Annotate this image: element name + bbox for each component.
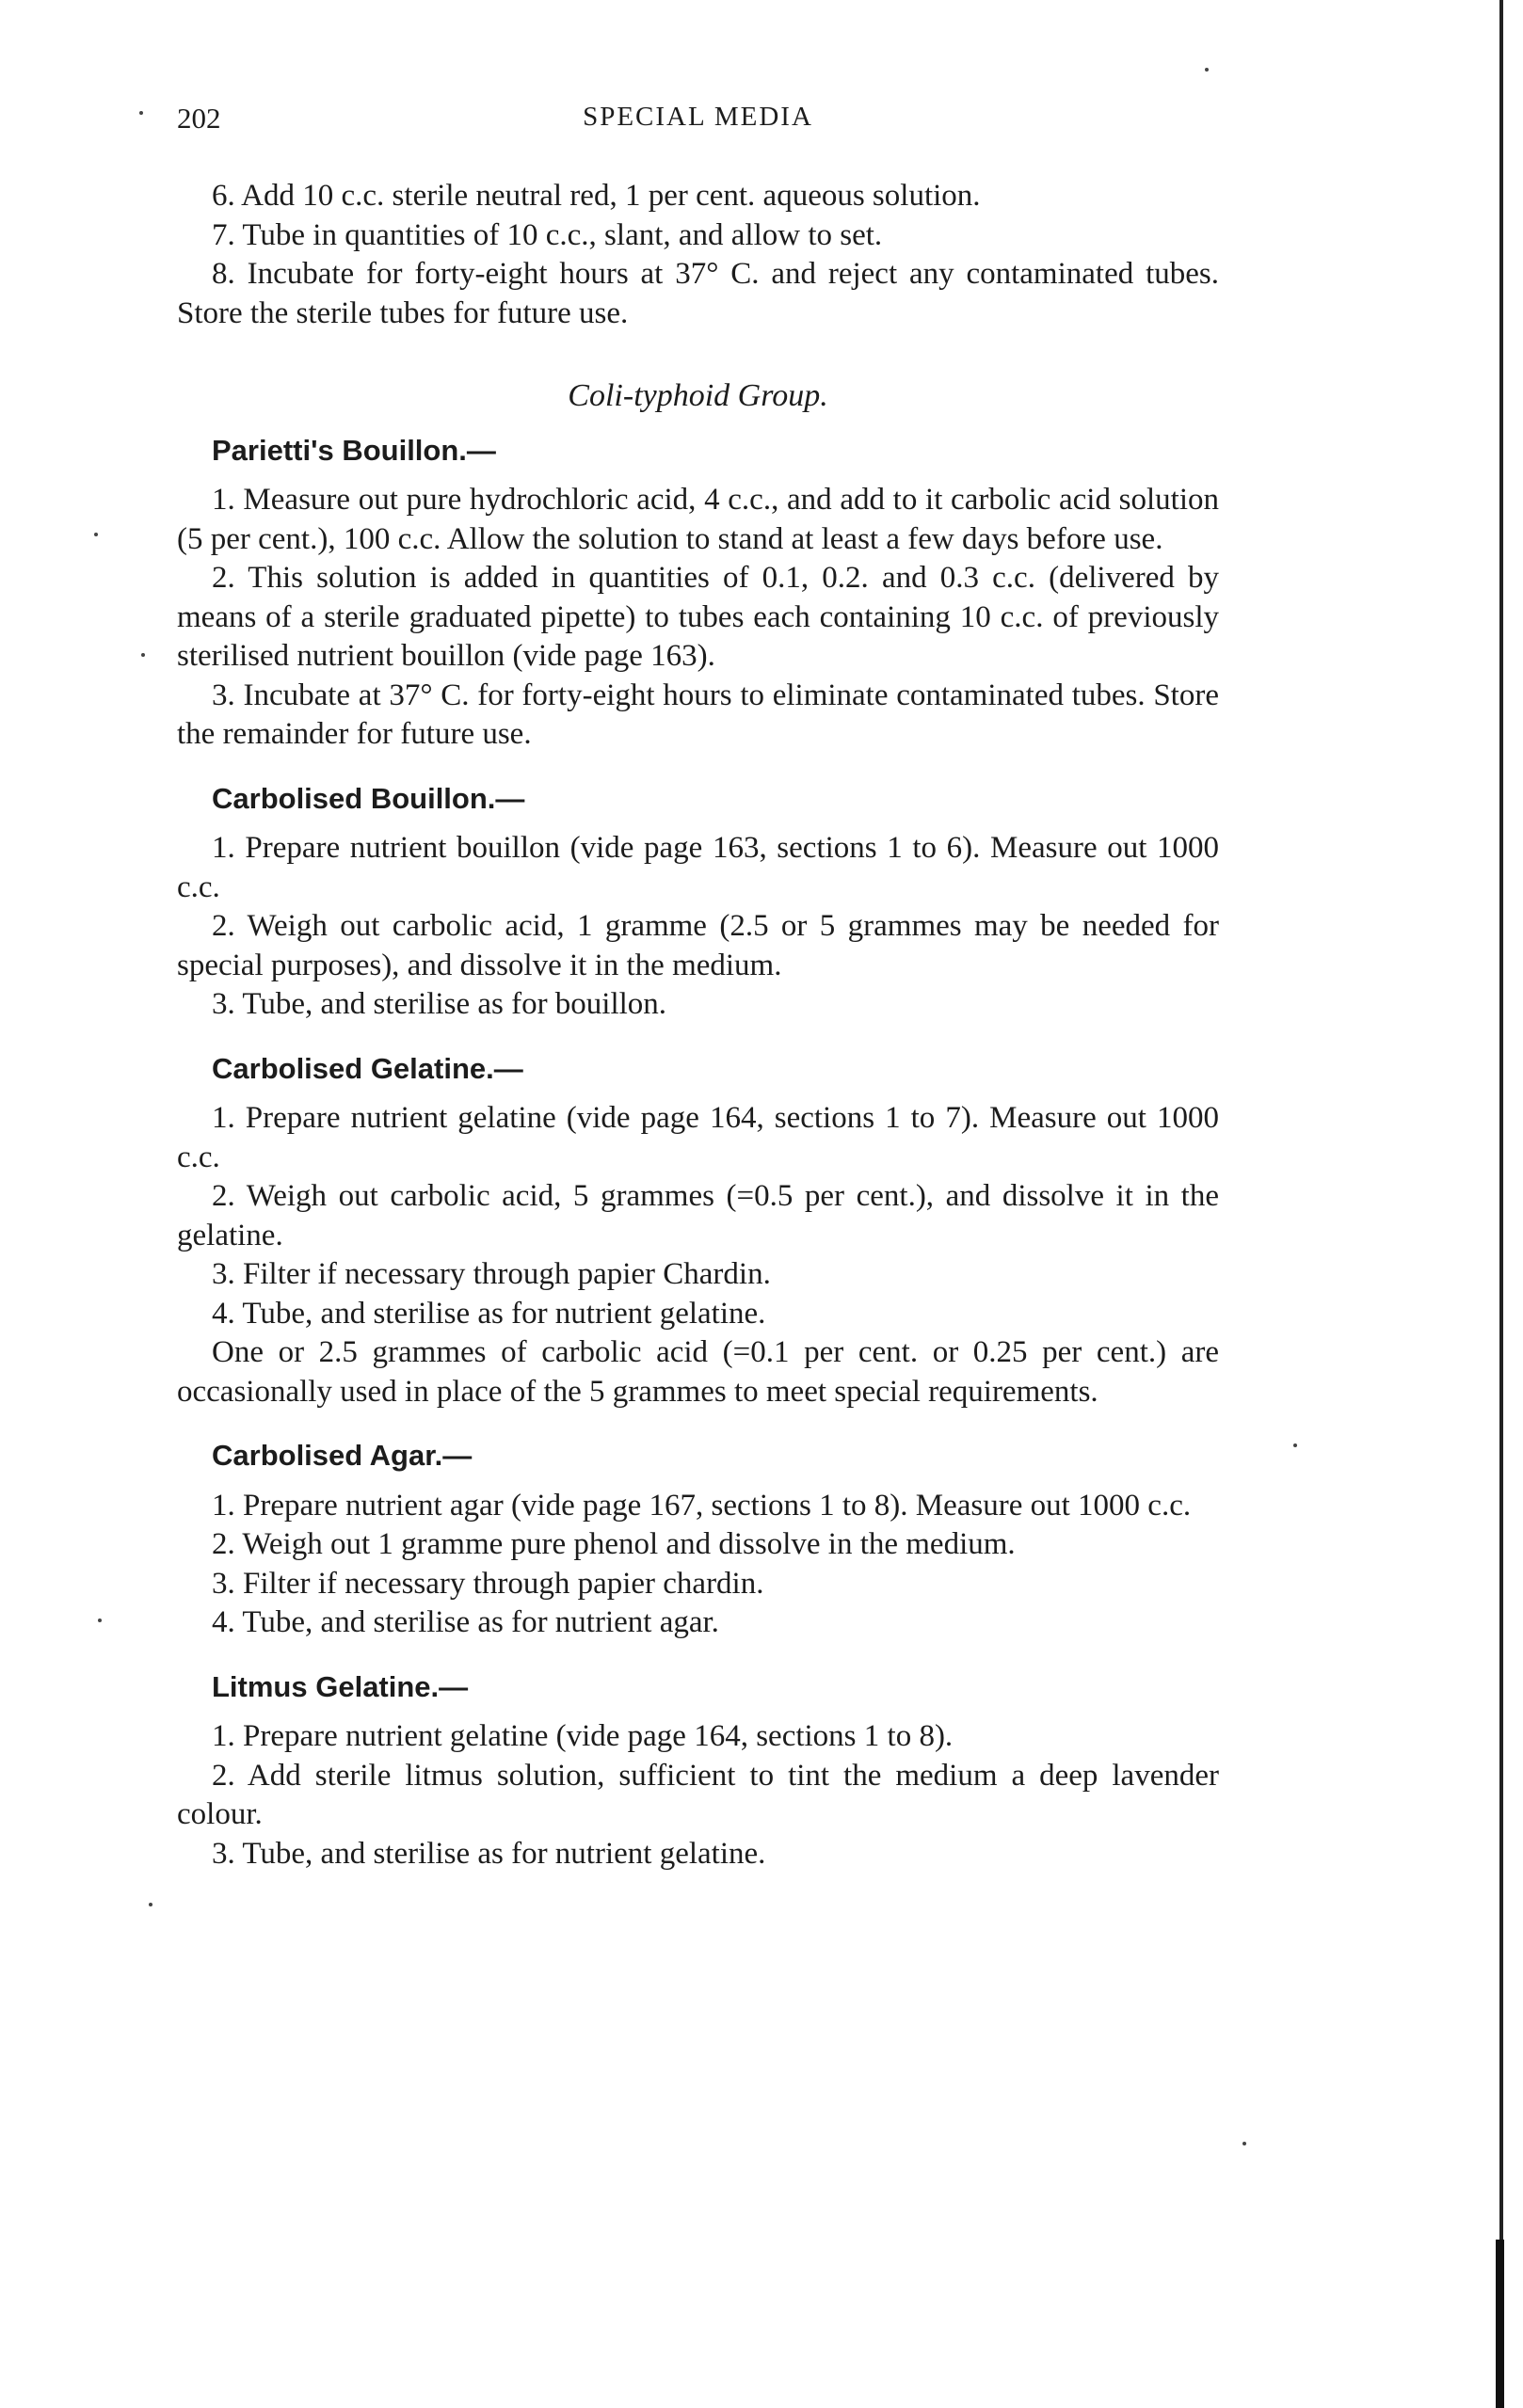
section-heading: Carbolised Bouillon.— — [212, 781, 525, 815]
section-heading: Litmus Gelatine.— — [212, 1669, 469, 1703]
speck — [1205, 68, 1209, 72]
section-carbolised-agar — [177, 1436, 1219, 1643]
section-step: 2. This solution is added in quantities of 0.1, 0.2. and 0.3 c.c. (delivered by means of a sterile graduated pipette) to tubes each containing 10 c.c. of previously sterilised nutrient bouillon (vide page 163). — [177, 561, 1219, 673]
section-step: 3. Tube, and sterilise as for nutrient gelatine. — [212, 1836, 766, 1871]
section-step: 3. Tube, and sterilise as for bouillon. — [212, 987, 667, 1021]
section-step: 4. Tube, and sterilise as for nutrient agar. — [212, 1605, 719, 1639]
speck — [149, 1903, 152, 1906]
intro-step: 8. Incubate for forty-eight hours at 37° C. and reject any contaminated tubes. Store the sterile tubes for future use. — [177, 257, 1219, 330]
speck — [1242, 2142, 1246, 2145]
speck — [94, 533, 98, 536]
section-step: 3. Filter if necessary through papier chardin. — [212, 1566, 764, 1601]
group-title: Coli-typhoid Group. — [568, 378, 828, 413]
page-header — [177, 102, 1219, 149]
section-step: 1. Prepare nutrient agar (vide page 167, sections 1 to 8). Measure out 1000 c.c. — [212, 1488, 1192, 1523]
section-step: 2. Weigh out carbolic acid, 1 gramme (2.5 or 5 grammes may be needed for special purposes), and dissolve it in the medium. — [177, 909, 1219, 982]
section-step: 3. Filter if necessary through papier Chardin. — [212, 1257, 771, 1291]
section-step: 4. Tube, and sterilise as for nutrient gelatine. — [212, 1296, 766, 1331]
section-step: 1. Prepare nutrient bouillon (vide page 163, sections 1 to 6). Measure out 1000 c.c. — [177, 831, 1219, 904]
intro-steps — [177, 177, 1219, 333]
section-carbolised-bouillon — [177, 779, 1219, 1025]
section-litmus-gelatine — [177, 1667, 1219, 1874]
speck — [1293, 1443, 1297, 1447]
speck — [139, 111, 143, 115]
page-edge-line — [1499, 0, 1503, 2408]
section-step: 2. Weigh out carbolic acid, 5 grammes (=0.5 per cent.), and dissolve it in the gelatine. — [177, 1179, 1219, 1252]
speck — [98, 1619, 102, 1622]
page-number: 202 — [177, 102, 221, 135]
section-step: 3. Incubate at 37° C. for forty-eight hours to eliminate contaminated tubes. Store the remainder for future use. — [177, 678, 1219, 751]
section-note: One or 2.5 grammes of carbolic acid (=0.1 per cent. or 0.25 per cent.) are occasionally used in place of the 5 grammes to meet special requirements. — [177, 1335, 1219, 1409]
intro-step: 6. Add 10 c.c. sterile neutral red, 1 per cent. aqueous solution. — [212, 179, 981, 213]
section-heading: Carbolised Agar.— — [212, 1439, 473, 1472]
section-parietti-bouillon — [177, 431, 1219, 755]
section-step: 2. Weigh out 1 gramme pure phenol and dissolve in the medium. — [212, 1527, 1016, 1561]
intro-step: 7. Tube in quantities of 10 c.c., slant, and allow to set. — [212, 217, 883, 252]
section-step: 2. Add sterile litmus solution, sufficient to tint the medium a deep lavender colour. — [177, 1758, 1219, 1831]
speck — [141, 653, 145, 657]
section-step: 1. Prepare nutrient gelatine (vide page 164, sections 1 to 7). Measure out 1000 c.c. — [177, 1101, 1219, 1174]
section-step: 1. Prepare nutrient gelatine (vide page 164, sections 1 to 8). — [212, 1719, 954, 1753]
page-edge-shadow — [1496, 2240, 1504, 2408]
running-title: SPECIAL MEDIA — [583, 102, 813, 132]
section-heading: Parietti's Bouillon.— — [212, 433, 496, 467]
section-heading: Carbolised Gelatine.— — [212, 1051, 523, 1085]
section-carbolised-gelatine — [177, 1049, 1219, 1412]
page-body — [177, 177, 1219, 1874]
section-step: 1. Measure out pure hydrochloric acid, 4 c.c., and add to it carbolic acid solution (5 per cent.), 100 c.c. Allow the solution to stand at least a few days before use. — [177, 483, 1219, 556]
